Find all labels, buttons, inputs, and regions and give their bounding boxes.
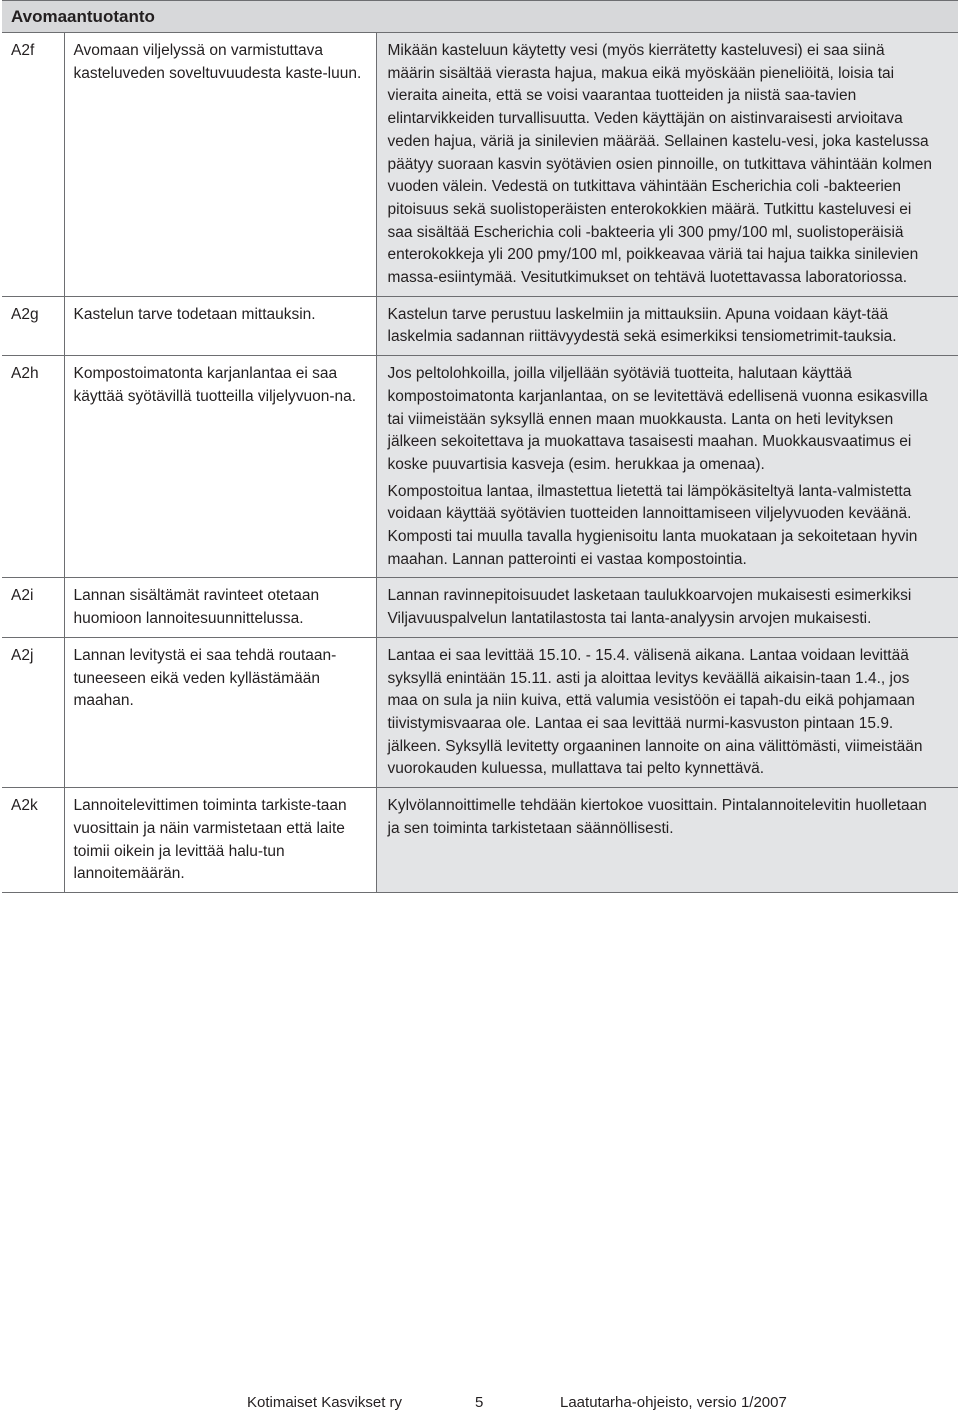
table-row xyxy=(2,637,958,787)
guidance-cell xyxy=(376,637,958,787)
row-id: A2i xyxy=(2,578,64,637)
table-row xyxy=(2,33,958,297)
guidance-text: Jos peltolohkoilla, joilla viljellään syötäviä tuotteita, halutaan käyttää kompostoimatonta karjanlantaa, on se levitettävä edellisenä vuonna esikasvilla tai viimeistään syksyllä ennen maan muokkausta. Lanta on heti levityksen jälkeen sekoitettava ja muokattava tasaisesti maahan. Muokkausvaatimus ei koske puuvartisia kasveja (esim. herukkaa ja omenaa). xyxy=(387,365,928,473)
requirements-table xyxy=(2,0,958,893)
page-number: 5 xyxy=(475,1394,484,1411)
footer-publisher: Kotimaiset Kasvikset ry xyxy=(247,1394,403,1411)
requirement-text: Lannan sisältämät ravinteet otetaan huomioon lannoitesuunnittelussa. xyxy=(64,578,376,637)
row-id: A2g xyxy=(2,296,64,355)
guidance-text: Mikään kasteluun käytetty vesi (myös kierrätetty kasteluvesi) ei saa siinä määrin sisältää vierasta hajua, makua eikä myöskään pieneliöitä, loisia tai vieraita aineita, että se voisi vaarantaa tuotteiden ja niistä saa-tavien elintarvikkeiden turvallisuutta. Veden käyttäjän on aistinvaraisesti arvioitava veden hajua, väriä ja sinilevien määrää. Sellainen kastelu-vesi, joka kastelussa päätyy suoraan kasvin syötävien osien pinnoille, on tutkittava vähintään kolmen vuoden välein. Vedestä on tutkittava vähintään Escherichia coli -bakteerien pitoisuus sekä suolistoperäisten enterokokkien määrä. Tutkittu kasteluvesi ei saa sisältää Escherichia coli -bakteeria yli 300 pmy/100 ml, suolistoperäisiä enterokokkeja yli 200 pmy/100 ml, poikkeavaa väriä tai hajua taikka sinilevien massa-esiintymää. Vesitutkimukset on tehtävä luotettavassa laboratoriossa. xyxy=(387,42,933,287)
requirement-text: Lannoitelevittimen toiminta tarkiste-taan vuosittain ja näin varmistetaan että laite toimii oikein ja levittää halu-tun lannoitemäärän. xyxy=(64,788,376,893)
page-footer xyxy=(0,1394,960,1418)
guidance-cell xyxy=(376,788,958,893)
row-id: A2h xyxy=(2,356,64,578)
guidance-text: Lannan ravinnepitoisuudet lasketaan taulukkoarvojen mukaisesti esimerkiksi Viljavuuspalvelun lantatilastosta tai lanta-analyysin arvojen mukaisesti. xyxy=(387,587,912,628)
guidance-text: Kylvölannoittimelle tehdään kiertokoe vuosittain. Pintalannoitelevitin huolletaan ja sen toiminta tarkistetaan säännöllisesti. xyxy=(387,797,927,837)
row-id: A2k xyxy=(2,788,64,893)
guidance-cell xyxy=(376,296,958,355)
guidance-text: Kastelun tarve perustuu laskelmiin ja mittauksiin. Apuna voidaan käyt-tää laskelmia sadannan riittävyydestä sekä esimerkiksi tensiometrimit-tauksia. xyxy=(387,305,897,346)
requirement-text: Kompostoimatonta karjanlantaa ei saa käyttää syötävillä tuotteilla viljelyvuon-na. xyxy=(64,356,376,578)
section-header-row xyxy=(2,1,958,33)
guidance-cell xyxy=(376,33,958,297)
guidance-cell xyxy=(376,356,958,578)
row-id: A2j xyxy=(2,637,64,787)
requirement-text: Avomaan viljelyssä on varmistuttava kasteluveden soveltuvuudesta kaste-luun. xyxy=(64,33,376,297)
guidance-text: Lantaa ei saa levittää 15.10. - 15.4. välisenä aikana. Lantaa voidaan levittää syksyllä enintään 15.11. asti ja aloittaa levitys keväällä aikaisin-taan 1.4., jos maa on sula ja niin kuiva, että valumia vesistöön ei tapah-du eikä pohjamaan tiivistymisvaaraa ole. Lantaa ei saa levittää nurmi-kasvuston pintaan 15.9. jälkeen. Syksyllä levitetty orgaaninen lannoite on aina välittömästi, viimeistään vuorokauden kuluessa, mullattava tai pelto kynnettävä. xyxy=(387,646,923,778)
table-row xyxy=(2,356,958,578)
table-row xyxy=(2,578,958,637)
requirement-text: Lannan levitystä ei saa tehdä routaan-tuneeseen eikä veden kyllästämään maahan. xyxy=(64,637,376,787)
guidance-cell xyxy=(376,578,958,637)
table-row xyxy=(2,788,958,893)
requirement-text: Kastelun tarve todetaan mittauksin. xyxy=(64,296,376,355)
guidance-text: Kompostoitua lantaa, ilmastettua lietettä tai lämpökäsiteltyä lanta-valmistetta voidaan käyttää syötävien tuotteiden lannoittamiseen viljelyvuoden keväänä. Komposti tai muulla tavalla hygienisoitu lanta muokataan ja sekoitetaan hyvin maahan. Lannan patterointi ei vastaa kompostointia. xyxy=(387,482,918,568)
row-id: A2f xyxy=(2,33,64,297)
section-title: Avomaantuotanto xyxy=(2,1,958,33)
table-row xyxy=(2,296,958,355)
footer-document-version: Laatutarha-ohjeisto, versio 1/2007 xyxy=(560,1394,787,1411)
